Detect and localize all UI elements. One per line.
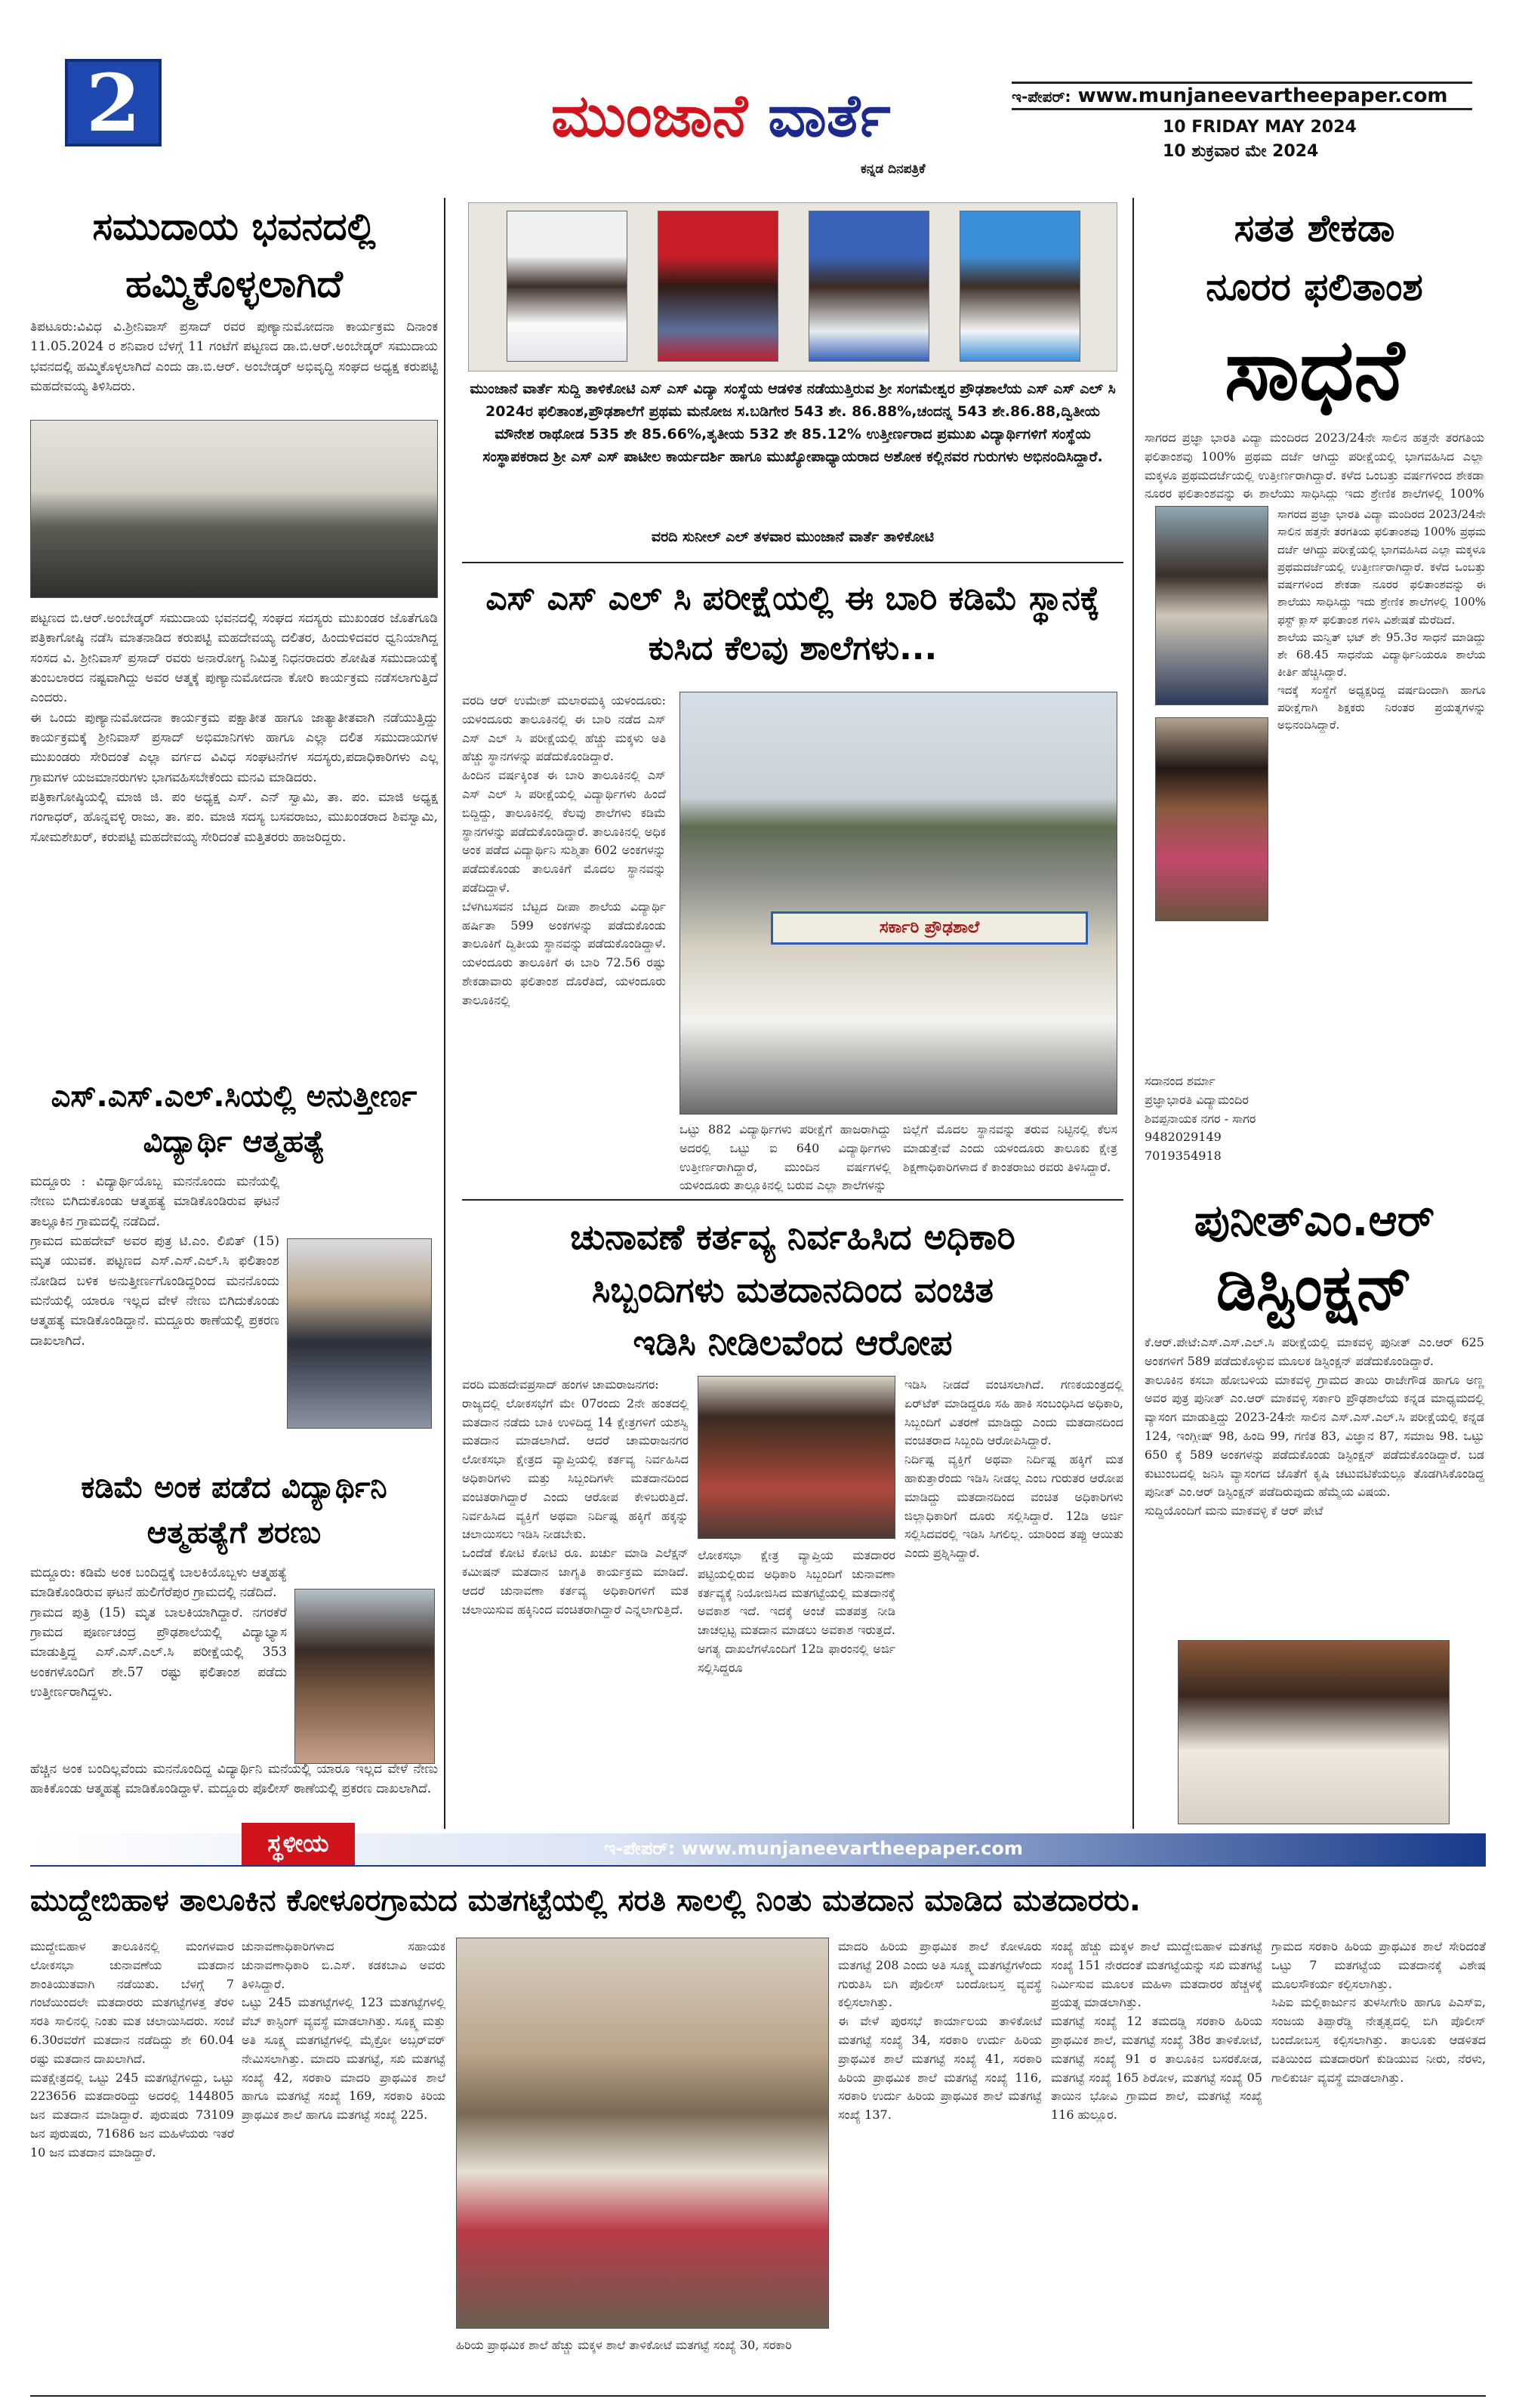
masthead	[0, 0, 1516, 196]
sslc-body-left: ವರದಿ ಆರ್ ಉಮೇಶ್ ಮಲಾರಮಕ್ಕಿ ಯಳಂದೂರು: ಯಳಂದೂರು ತಾಲೂಕಿನಲ್ಲಿ ಈ ಬಾರಿ ನಡೆದ ಎಸ್ ಎಸ್ ಎಲ್ ಸಿ ಪರೀಕ್ಷೆಯಲ್ಲಿ ಹೆಚ್ಚು ಮಕ್ಕಳು ಅತಿ ಹೆಚ್ಚು ಸ್ಥಾನಗಳನ್ನು ಪಡೆದುಕೊಂಡಿದ್ದಾರೆ. ಹಿಂದಿನ ವರ್ಷಕ್ಕಿಂತ ಈ ಬಾರಿ ತಾಲೂಕಿನಲ್ಲಿ ಎಸ್ ಎಸ್ ಎಲ್ ಸಿ ಪರೀಕ್ಷೆಯಲ್ಲಿ ವಿದ್ಯಾರ್ಥಿಗಳು ಹಿಂದೆ ಬಿದ್ದಿದ್ದು, ತಾಲೂಕಿನಲ್ಲಿ ಕೆಲವು ಶಾಲೆಗಳು ಕಡಿಮೆ ಸ್ಥಾನಗಳನ್ನು ಪಡೆದುಕೊಂಡಿದ್ದಾರೆ. ತಾಲೂಕಿನಲ್ಲಿ ಅಧಿಕ ಅಂಕ ಪಡೆದ ವಿದ್ಯಾರ್ಥಿನಿ ಸುಶ್ಮಿತಾ 602 ಅಂಕಗಳನ್ನು ಪಡೆದುಕೊಂಡು ತಾಲೂಕಿಗೆ ಮೊದಲ ಸ್ಥಾನವನ್ನು ಪಡೆದಿದ್ದಾಳೆ. ಬೆಳಗಿಬಸವನ ಬೆಟ್ಟದ ದೀಪಾ ಶಾಲೆಯ ವಿದ್ಯಾರ್ಥಿ ಹರ್ಷಿತಾ 599 ಅಂಕಗಳನ್ನು ಪಡೆದುಕೊಂಡು ತಾಲೂಕಿಗೆ ದ್ವಿತೀಯ ಸ್ಥಾನವನ್ನು ಪಡೆದುಕೊಂಡಿದ್ದಾಳೆ. ಯಳಂದೂರು ತಾಲೂಕಿಗೆ ಈ ಬಾರಿ 72.56 ರಷ್ಟು ಶೇಕಡಾವಾರು ಫಲಿತಾಂಶ ದೊರೆತಿದೆ, ಯಳಂದೂರು ತಾಲೂಕಿನಲ್ಲಿ	[462, 693, 666, 1007]
page-number: 2	[85, 57, 141, 150]
right-story1-body-top: ಸಾಗರದ ಪ್ರಜ್ಞಾ ಭಾರತಿ ವಿದ್ಯಾ ಮಂದಿರದ 2023/24ನೇ ಸಾಲಿನ ಹತ್ತನೇ ತರಗತಿಯ ಫಲಿತಾಂಶವು 100% ಪ್ರಥಮ ದರ್ಜೆ ಆಗಿದ್ದು ಪರೀಕ್ಷೆಯಲ್ಲಿ ಭಾಗವಹಿಸಿದ ಎಲ್ಲಾ ಮಕ್ಕಳೂ ಪ್ರಥಮದರ್ಜೆಯಲ್ಲಿ ಉತ್ತೀರ್ಣರಾಗಿದ್ದಾರೆ. ಕಳೆದ ಒಂಬತ್ತು ವರ್ಷಗಳಿಂದ ಶೇಕಡಾ ನೂರರ ಫಲಿತಾಂಶವನ್ನು ಈ ಶಾಲೆಯು ಸಾಧಿಸಿದ್ದು ಇದು ಶ್ರೇಣಿಕ ಶಾಲೆಗಳಲ್ಲಿ 100%	[1145, 430, 1484, 501]
bottom-voters-photo	[456, 1938, 829, 2329]
bottom-photo-caption: ಹಿರಿಯ ಪ್ರಾಥಮಿಕ ಶಾಲೆ ಹೆಚ್ಚು ಮಕ್ಕಳ ಶಾಲೆ ತಾಳಿಕೋಟೆ ಮತಗಟ್ಟೆ ಸಂಖ್ಯೆ 30, ಸರಕಾರಿ	[456, 2338, 792, 2352]
left-story2-photo	[287, 1238, 432, 1429]
date-english: 10 FRIDAY MAY 2024	[1163, 118, 1357, 137]
bottom-col-3: ಮಾದರಿ ಹಿರಿಯ ಪ್ರಾಥಮಿಕ ಶಾಲೆ ಕೋಳೂರು ಮತಗಟ್ಟೆ 208 ಎಂದು ಅತಿ ಸೂಕ್ಷ್ಮ ಮತಗಟ್ಟೆಗಳೆಂದು ಗುರುತಿಸಿ ಬಿಗಿ ಪೊಲೀಸ್ ಬಂದೋಬಸ್ತ ವ್ಯವಸ್ಥೆ ಕಲ್ಪಿಸಲಾಗಿತ್ತು. ಈ ವೇಳೆ ಪುರಸಭೆ ಕಾರ್ಯಾಲಯ ತಾಳಿಕೋಟೆ ಮತಗಟ್ಟೆ ಸಂಖ್ಯೆ 34, ಸರಕಾರಿ ಉರ್ದು ಹಿರಿಯ ಪ್ರಾಥಮಿಕ ಶಾಲೆ ಮತಗಟ್ಟೆ ಸಂಖ್ಯೆ 41, ಸರಕಾರಿ ಹಿರಿಯ ಪ್ರಾಥಮಿಕ ಶಾಲೆ ಮತಗಟ್ಟೆ ಸಂಖ್ಯೆ 116, ಸರಕಾರಿ ಉರ್ದು ಹಿರಿಯ ಪ್ರಾಥಮಿಕ ಶಾಲೆ ಮತಗಟ್ಟೆ ಸಂಖ್ಯೆ 137.	[838, 1939, 1042, 2123]
student-photo-2	[658, 211, 778, 362]
school-name-board-text: ಸರ್ಕಾರಿ ಪ್ರೌಢಶಾಲೆ	[879, 918, 980, 937]
right-story2-headline-2: ಡಿಸ್ಟಿಂಕ್ಷನ್	[1216, 1250, 1413, 1324]
sslc-body-bottom-2: ಜಿಲ್ಲೆಗೆ ಮೊದಲ ಸ್ಥಾನವನ್ನು ತರುವ ನಿಟ್ಟಿನಲ್ಲಿ ಕೆಲಸ ಮಾಡುತ್ತೇವೆ ಎಂದು ಯಳಂದೂರು ತಾಲೂಕು ಕ್ಷೇತ್ರ ಶಿಕ್ಷಣಾಧಿಕಾರಿಗಳಾದ ಕೆ ಕಾಂತರಾಜು ರವರು ತಿಳಿಸಿದ್ದಾರೆ.	[903, 1122, 1117, 1174]
date-kannada: 10 ಶುಕ್ರವಾರ ಮೇ 2024	[1163, 142, 1319, 161]
election-headline-1: ಚುನಾವಣೆ ಕರ್ತವ್ಯ ನಿರ್ವಹಿಸಿದ ಅಧಿಕಾರಿ	[570, 1216, 1015, 1257]
section-bar	[30, 1829, 1486, 1867]
bottom-col-1: ಮುದ್ದೇಬಿಹಾಳ ತಾಲೂಕಿನಲ್ಲಿ ಮಂಗಳವಾರ ಲೋಕಸಭಾ ಚುನಾವಣೆಯ ಮತದಾನ ಶಾಂತಿಯುತವಾಗಿ ನಡೆಯಿತು. ಬೆಳಗ್ಗೆ 7 ಗಂಟೆಯಿಂದಲೇ ಮತದಾರರು ಮತಗಟ್ಟೆಗಳತ್ತ ತೆರಳಿ ಸರತಿ ಸಾಲಿನಲ್ಲಿ ನಿಂತು ಮತ ಚಲಾಯಿಸಿದರು. ಸಂಜೆ 6.30ರವರೆಗೆ ಮತದಾನ ನಡೆದಿದ್ದು ಶೇ 60.04 ರಷ್ಟು ಮತದಾನ ದಾಖಲಾಗಿದೆ. ಮತಕ್ಷೇತ್ರದಲ್ಲಿ ಒಟ್ಟು 245 ಮತಗಟ್ಟೆಗಳಿದ್ದು, ಒಟ್ಟು 223656 ಮತದಾರರಿದ್ದು ಅದರಲ್ಲಿ 144805 ಜನ ಮತದಾನ ಮಾಡಿದ್ದಾರೆ. ಪುರುಷರು 73109 ಜನ ಪುರುಷರು, 71686 ಜನ ಮಹಿಳೆಯರು ಇತರೆ 10 ಜನ ಮತದಾನ ಮಾಡಿದ್ದಾರೆ.	[30, 1939, 234, 2160]
right-story1-headline-2: ನೂರರ ಫಲಿತಾಂಶ	[1206, 265, 1423, 309]
left-story2-body: ಮದ್ದೂರು : ವಿದ್ಯಾರ್ಥಿಯೊಬ್ಬ ಮನನೊಂದು ಮನೆಯಲ್ಲಿ ನೇಣು ಬಿಗಿದುಕೊಂಡು ಆತ್ಮಹತ್ಯೆ ಮಾಡಿಕೊಂಡಿರುವ ಘಟನೆ ತಾಲ್ಲೂಕಿನ ಗ್ರಾಮದಲ್ಲಿ ನಡೆದಿದೆ. ಗ್ರಾಮದ ಮಹದೇವ್ ಅವರ ಪುತ್ರ ಟಿ.ಎಂ. ಲಿಖಿತ್ (15) ಮೃತ ಯುವಕ. ಪಟ್ಟಣದ ಎಸ್.ಎಸ್.ಎಲ್.ಸಿ ಫಲಿತಾಂಶ ನೋಡಿದ ಬಳಿಕ ಅನುತ್ತೀರ್ಣಗೊಂಡಿದ್ದರಿಂದ ಮನನೊಂದು ಮನೆಯಲ್ಲಿ ಯಾರೂ ಇಲ್ಲದ ವೇಳೆ ನೇಣು ಬಿಗಿದುಕೊಂಡು ಆತ್ಮಹತ್ಯೆ ಮಾಡಿಕೊಂಡಿದ್ದಾನೆ. ಮದ್ದೂರು ಠಾಣೆಯಲ್ಲಿ ಪ್ರಕರಣ ದಾಖಲಾಗಿದೆ.	[30, 1174, 279, 1349]
center-top-photo-strip	[468, 202, 1117, 372]
left-story2-headline: ಎಸ್.ಎಸ್.ಎಲ್.ಸಿಯಲ್ಲಿ ಅನುತ್ತೀರ್ಣ ವಿದ್ಯಾರ್ಥಿ ಆತ್ಮಹತ್ಯೆ	[51, 1079, 418, 1159]
page-bottom-rule	[30, 2395, 1486, 2397]
right-student-photo	[1155, 506, 1268, 705]
election-body-left: ವರದಿ ಮಹದೇವಪ್ರಸಾದ್ ಹಂಗಳ ಚಾಮರಾಜನಗರ: ರಾಜ್ಯದಲ್ಲಿ ಲೋಕಸಭೆಗೆ ಮೇ 07ರಂದು 2ನೇ ಹಂತದಲ್ಲಿ ಮತದಾನ ನಡೆದು ಬಾಕಿ ಉಳಿದಿದ್ದ 14 ಕ್ಷೇತ್ರಗಳಿಗೆ ಯಶಸ್ವಿ ಮತದಾನ ಮಾಡಲಾಗಿದೆ. ಆದರೆ ಚಾಮರಾಜನಗರ ಲೋಕಸಭಾ ಕ್ಷೇತ್ರದ ವ್ಯಾಪ್ತಿಯಲ್ಲಿ ಕರ್ತವ್ಯ ನಿರ್ವಹಿಸಿದ ಅಧಿಕಾರಿಗಳು ಮತ್ತು ಸಿಬ್ಬಂದಿಗಳೇ ಮತದಾನದಿಂದ ವಂಚಿತರಾಗಿದ್ದಾರೆ ಎಂದು ಆರೋಪ ಕೇಳಿಬರುತ್ತಿದೆ. ನಿರ್ವಹಿಸಿದ ವ್ಯಕ್ತಿಗೆ ಅಥವಾ ನಿರ್ದಿಷ್ಟ ಹಕ್ಕಿಗೆ ಹಕ್ಕನ್ನು ಚಲಾಯಿಸಲು ಇಡಿಸಿ ನೀಡಬೇಕು. ಒಂದೆಡೆ ಕೋಟಿ ಕೋಟಿ ರೂ. ಖರ್ಚು ಮಾಡಿ ಎಲೆಕ್ಷನ್ ಕಮೀಷನ್ ಮತದಾನ ಜಾಗೃತಿ ಕಾರ್ಯಕ್ರಮ ಮಾಡಿದೆ. ಆದರೆ ಚುನಾವಣಾ ಕರ್ತವ್ಯ ಅಧಿಕಾರಿಗಳಿಗೆ ಮತ ಚಲಾಯಿಸುವ ಹಕ್ಕಿನಿಂದ ವಂಚಿತರಾಗಿದ್ದಾರೆ ಎನ್ನಲಾಗುತ್ತಿದೆ.	[462, 1377, 689, 1617]
epaper-label: ಇ-ಪೇಪರ್:	[1012, 88, 1071, 106]
left-story1-photo	[30, 420, 438, 598]
epaper-url[interactable]: www.munjaneevartheepaper.com	[1077, 85, 1448, 107]
section-label-text: ಸ್ಥಳೀಯ	[267, 1829, 329, 1858]
left-story1-body: ಪಟ್ಟಣದ ಬಿ.ಆರ್.ಅಂಬೇಡ್ಕರ್ ಸಮುದಾಯ ಭವನದಲ್ಲಿ ಸಂಘದ ಸದಸ್ಯರು ಮುಖಂಡರ ಜೊತೆಗೂಡಿ ಪತ್ರಿಕಾಗೋಷ್ಠಿ ನಡೆಸಿ ಮಾತನಾಡಿದ ಕರುಪಟ್ಟಿ ಮಹದೇವಯ್ಯ ದಲಿತರ, ಹಿಂದುಳಿದವರ ಧ್ವನಿಯಾಗಿದ್ದ ಸಂಸದ ವಿ. ಶ್ರೀನಿವಾಸ್ ಪ್ರಸಾದ್ ರವರು ಅನಾರೋಗ್ಯ ನಿಮಿತ್ತ ನಿಧನರಾದರು ಶೋಷಿತ ಸಮುದಾಯಕ್ಕೆ ತುಂಬಲಾರದ ನಷ್ಟವಾಗಿದ್ದು ಅವರ ಆತ್ಮಕ್ಕೆ ಪುಣ್ಯಾನುಮೋದನಾ ಕೋರಿ ಕಾರ್ಯಕ್ರಮ ನಡೆಸಲಾಗುತ್ತಿದೆ ಎಂದರು. ಈ ಒಂದು ಪುಣ್ಯಾನುಮೋದನಾ ಕಾರ್ಯಕ್ರಮ ಪಕ್ಷಾತೀತ ಹಾಗೂ ಜಾತ್ಯಾತೀತವಾಗಿ ನಡೆಯುತ್ತಿದ್ದು ಕಾರ್ಯಕ್ರಮಕ್ಕೆ ಶ್ರೀನಿವಾಸ್ ಪ್ರಸಾದ್ ಅಭಿಮಾನಿಗಳು ಹಾಗೂ ಎಲ್ಲಾ ದಲಿತ ಸಮುದಾಯಗಳ ಮುಖಂಡರು ಸೇರಿದಂತೆ ಎಲ್ಲಾ ವರ್ಗದ ವಿವಿಧ ಸಂಘಟನೆಗಳ ಸದಸ್ಯರು,ಪದಾಧಿಕಾರಿಗಳು ಎಲ್ಲ ಗ್ರಾಮಗಳ ಯಜಮಾನರುಗಳು ಭಾಗವಹಿಸಬೇಕೆಂದು ಮನವಿ ಮಾಡಿದರು. ಪತ್ರಿಕಾಗೋಷ್ಠಿಯಲ್ಲಿ ಮಾಜಿ ಜಿ. ಪಂ ಅಧ್ಯಕ್ಷ ಎಸ್. ಎನ್ ಸ್ವಾಮಿ, ತಾ. ಪಂ. ಮಾಜಿ ಅಧ್ಯಕ್ಷ ಗಂಗಾಧರ್, ಹೊನ್ನವಳ್ಳಿ ರಾಜು, ತಾ. ಪಂ. ಮಾಜಿ ಸದಸ್ಯ ಬಸವರಾಜು, ಮುಖಂಡರಾದ ಶಿವಸ್ವಾಮಿ, ಸೋಮಶೇಖರ್, ಕರುಪಟ್ಟಿ ಮಹದೇವಯ್ಯ ಸೇರಿದಂತೆ ಮತ್ತಿತರರು ಹಾಜರಿದ್ದರು.	[30, 611, 438, 845]
right-story2-body: ಕೆ.ಆರ್.ಪೇಟೆ:ಎಸ್.ಎಸ್.ಎಲ್.ಸಿ ಪರೀಕ್ಷೆಯಲ್ಲಿ ಮಾಕವಳ್ಳಿ ಪುನೀತ್ ಎಂ.ಆರ್ 625 ಅಂಕಗಳಿಗೆ 589 ಪಡೆದುಕೊಳ್ಳುವ ಮೂಲಕ ಡಿಸ್ಟಿಂಕ್ಷನ್ ಪಡೆದುಕೊಂಡಿದ್ದಾರೆ. ತಾಲೂಕಿನ ಕಸಬಾ ಹೋಬಳಿಯ ಮಾಕವಳ್ಳಿ ಗ್ರಾಮದ ತಾಯಿ ರಾಜೇಗೌಡ ಹಾಗೂ ಅಣ್ಣ ಅವರ ಪುತ್ರ ಪುನೀತ್ ಎಂ.ಆರ್ ಮಾಕವಳ್ಳಿ ಸರ್ಕಾರಿ ಪ್ರೌಢಶಾಲೆಯ ಕನ್ನಡ ಮಾಧ್ಯಮದಲ್ಲಿ ವ್ಯಾಸಂಗ ಮಾಡುತ್ತಿದ್ದು 2023-24ನೇ ಸಾಲಿನ ಎಸ್.ಎಸ್.ಎಲ್.ಸಿ ಪರೀಕ್ಷೆಯಲ್ಲಿ ಕನ್ನಡ 124, ಇಂಗ್ಲೀಷ್ 98, ಹಿಂದಿ 99, ಗಣಿತ 83, ವಿಜ್ಞಾನ 87, ಸಮಾಜ 98. ಒಟ್ಟು 650 ಕ್ಕೆ 589 ಅಂಕಗಳನ್ನು ಪಡೆದುಕೊಂಡು ಡಿಸ್ಟಿಂಕ್ಷನ್ ಪಡೆದುಕೊಂಡಿದ್ದಾರೆ. ಬಡ ಕುಟುಂಬದಲ್ಲಿ ಜನಿಸಿ ವ್ಯಾಸಂಗದ ಜೊತೆಗೆ ಕೃಷಿ ಚಟುವಟಿಕೆಯಲ್ಲೂ ತೊಡಗಿಸಿಕೊಂಡಿದ್ದ ಪುನೀತ್ ಎಂ.ಆರ್ ಡಿಸ್ಟಿಂಕ್ಷನ್ ಪಡೆದಿರುವುದು ಹೆಮ್ಮೆಯ ವಿಷಯ. ಸುದ್ದಿಯೊಂದಿಗೆ ಮನು ಮಾಕವಳ್ಳಿ ಕೆ ಆರ್ ಪೇಟೆ	[1145, 1335, 1484, 1518]
right-story1-signoff: ಸದಾನಂದ ಶರ್ಮಾ ಪ್ರಜ್ಞಾಭಾರತಿ ವಿದ್ಯಾಮಂದಿರ ಶಿವಪ್ಪನಾಯಕ ನಗರ - ಸಾಗರ 9482029149 7019354918	[1145, 1074, 1256, 1164]
right-story2-photo	[1178, 1640, 1450, 1824]
election-headline-3: ಇಡಿಸಿ ನೀಡಿಲವೆಂದ ಆರೋಪ	[633, 1322, 953, 1363]
center-divider-1	[462, 562, 1123, 563]
bottom-headline: ಮುದ್ದೇಬಿಹಾಳ ತಾಲೂಕಿನ ಕೋಳೂರಗ್ರಾಮದ ಮತಗಟ್ಟೆಯಲ್ಲಿ ಸರತಿ ಸಾಲಲ್ಲಿ ನಿಂತು ಮತದಾನ ಮಾಡಿದ ಮತದಾರರು.	[30, 1883, 1142, 1918]
student-photo-4	[960, 211, 1080, 362]
masthead-title-part2: ವಾರ್ತೆ	[768, 82, 891, 150]
right-story2-headline-1: ಪುನೀತ್ಎಂ.ಆರ್	[1194, 1195, 1435, 1246]
election-headline-2: ಸಿಬ್ಬಂದಿಗಳು ಮತದಾನದಿಂದ ವಂಚಿತ	[591, 1269, 994, 1310]
masthead-tagline: ಕನ್ನಡ ದಿನಪತ್ರಿಕೆ	[861, 162, 926, 177]
sslc-body-bottom-1: ಒಟ್ಟು 882 ವಿದ್ಯಾರ್ಥಿಗಳು ಪರೀಕ್ಷೆಗೆ ಹಾಜರಾಗಿದ್ದು ಅದರಲ್ಲಿ ಒಟ್ಟು ಐ 640 ವಿದ್ಯಾರ್ಥಿಗಳು ಉತ್ತೀರ್ಣರಾಗಿದ್ದಾರೆ, ಮುಂದಿನ ವರ್ಷಗಳಲ್ಲಿ ಯಳಂದೂರು ತಾಲ್ಲೂಕಿನಲ್ಲಿ ಬರುವ ಎಲ್ಲಾ ಶಾಲೆಗಳನ್ನು	[679, 1122, 891, 1193]
election-body-mid: ಲೋಕಸಭಾ ಕ್ಷೇತ್ರ ವ್ಯಾಪ್ತಿಯ ಮತದಾರರ ಪಟ್ಟಿಯಲ್ಲಿರುವ ಅಧಿಕಾರಿ ಸಿಬ್ಬಂದಿಗೆ ಚುನಾವಣಾ ಕರ್ತವ್ಯಕ್ಕೆ ನಿಯೋಜಿಸಿದ ಮತಗಟ್ಟೆಯಲ್ಲಿ ಮತದಾನಕ್ಕೆ ಅವಕಾಶ ಇದೆ. ಇದಕ್ಕೆ ಅಂಚೆ ಮತಪತ್ರ ನೀಡಿ ಚಾಚಲ್ಪಟ್ಟ ಮತದಾನ ಮಾಡಲು ಅವಕಾಶ ಇರುತ್ತದೆ. ಅಗತ್ಯ ದಾಖಲೆಗಳೊಂದಿಗೆ 12ಡಿ ಫಾರಂನಲ್ಲಿ ಅರ್ಜಿ ಸಲ್ಲಿಸಿದ್ದರೂ	[698, 1548, 895, 1675]
masthead-title	[551, 79, 1034, 162]
left-story3-photo	[294, 1589, 435, 1764]
sslc-school-photo	[679, 692, 1117, 1115]
page-number-badge	[65, 57, 162, 150]
center-top-caption: ಮುಂಜಾನೆ ವಾರ್ತೆ ಸುದ್ದಿ ತಾಳಿಕೋಟಿ ಎಸ್ ಎಸ್ ವಿದ್ಯಾ ಸಂಸ್ಥೆಯ ಆಡಳಿತ ನಡೆಯುತ್ತಿರುವ ಶ್ರೀ ಸಂಗಮೇಶ್ವರ ಪ್ರೌಢಶಾಲೆಯ ಎಸ್ ಎಸ್ ಎಲ್ ಸಿ 2024ರ ಫಲಿತಾಂಶ,ಪ್ರೌಢಶಾಲೆಗೆ ಪ್ರಥಮ ಮನೋಜ ಸ.ಬಡಿಗೇರ 543 ಶೇ. 86.88%,ಚಂದನ್ನ 543 ಶೇ.86.88,ದ್ವಿತೀಯ ಮೌನೇಶ ರಾಥೋಡ 535 ಶೇ 85.66%,ತೃತೀಯ 532 ಶೇ 85.12% ಉತ್ತೀರ್ಣರಾದ ಪ್ರಮುಖ ವಿದ್ಯಾರ್ಥಿಗಳಿಗೆ ಸಂಸ್ಥೆಯ ಸಂಸ್ಥಾಪಕರಾದ ಶ್ರೀ ಎಸ್ ಎಸ್ ಪಾಟೀಲ ಕಾರ್ಯದರ್ಶಿ ಹಾಗೂ ಮುಖ್ಯೋಪಾಧ್ಯಾಯರಾದ ಅಶೋಕ ಕಲ್ಲಿನವರ ಗುರುಗಳು ಅಭಿನಂದಿಸಿದ್ದಾರೆ.	[470, 381, 1116, 465]
left-story3-body2: ಹೆಚ್ಚಿನ ಅಂಕ ಬಂದಿಲ್ಲವೆಂದು ಮನನೊಂದಿದ್ದ ವಿದ್ಯಾರ್ಥಿನಿ ಮನೆಯಲ್ಲಿ ಯಾರೂ ಇಲ್ಲದ ವೇಳೆ ನೇಣು ಹಾಕಿಕೊಂಡು ಆತ್ಮಹತ್ಯೆ ಮಾಡಿಕೊಂಡಿದ್ದಾಳೆ. ಮದ್ದೂರು ಪೊಲೀಸ್ ಠಾಣೆಯಲ್ಲಿ ಪ್ರಕರಣ ದಾಖಲಾಗಿದೆ.	[30, 1762, 438, 1797]
center-top-byline: ವರದಿ ಸುನೀಲ್ ಎಲ್ ತಳವಾರ ಮುಂಜಾನೆ ವಾರ್ತೆ ತಾಳಿಕೋಟಿ	[651, 529, 935, 545]
left-story1-headline: ಸಮುದಾಯ ಭವನದಲ್ಲಿ ಹಮ್ಮಿಕೊಳ್ಳಲಾಗಿದೆ	[92, 205, 376, 306]
column-rule-right	[1132, 198, 1134, 1829]
election-body-right: ಇಡಿಸಿ ನೀಡದೆ ವಂಚಿಸಲಾಗಿದೆ. ಗಣಕಯಂತ್ರದಲ್ಲಿ ಏರ್‌ಟೆಕ್ ಮಾಡಿದ್ದರೂ ಸಹಿ ಹಾಕಿ ಸಂಬಂಧಿಸಿದ ಅಧಿಕಾರಿ, ಸಿಬ್ಬಂದಿಗೆ ವಿತರಣೆ ಮಾಡಿದ್ದು ಎಂದು ಮತದಾನದಿಂದ ವಂಚಿತರಾದ ಸಿಬ್ಬಂದಿ ಆರೋಪಿಸಿದ್ದಾರೆ. ನಿರ್ದಿಷ್ಟ ವ್ಯಕ್ತಿಗೆ ಅಥವಾ ನಿರ್ದಿಷ್ಟ ಹಕ್ಕಿಗೆ ಮತ ಹಾಕುತ್ತಾರೆಂದು ಇಡಿಸಿ ನೀಡಲ್ಲ ಎಂಬ ಗುರುತರ ಆರೋಪ ಮಾಡಿದ್ದು ಮತದಾನದಿಂದ ವಂಚಿತ ಅಧಿಕಾರಿಗಳು ಜಿಲ್ಲಾಧಿಕಾರಿಗೆ ದೂರು ಸಲ್ಲಿಸಿದ್ದಾರೆ. 12ಡಿ ಅರ್ಜಿ ಸಲ್ಲಿಸಿದವರಲ್ಲಿ ಇಡಿಸಿ ಸಿಗಲಿಲ್ಲ. ಯಾರಿಂದ ತಪ್ಪು ಆಯಿತು ಎಂದು ಪ್ರಶ್ನಿಸಿದ್ದಾರೆ.	[904, 1377, 1123, 1561]
school-name-board	[771, 911, 1088, 945]
bottom-col-2: ಚುನಾವಣಾಧಿಕಾರಿಗಳಾದ ಸಹಾಯಕ ಚುನಾವಣಾಧಿಕಾರಿ ಬಿ.ಎಸ್. ಕಡಕಬಾವಿ ಅವರು ತಿಳಿಸಿದ್ದಾರೆ. ಒಟ್ಟು 245 ಮತಗಟ್ಟೆಗಳಲ್ಲಿ 123 ಮತಗಟ್ಟೆಗಳಲ್ಲಿ ವೆಬ್ ಕಾಸ್ಟಿಂಗ್ ವ್ಯವಸ್ಥೆ ಮಾಡಲಾಗಿತ್ತು. ಸೂಕ್ಷ್ಮ ಮತ್ತು ಅತಿ ಸೂಕ್ಷ್ಮ ಮತಗಟ್ಟೆಗಳಲ್ಲಿ ಮೈಕ್ರೋ ಅಬ್ಸರ್‌ವರ್‌ ನೇಮಿಸಲಾಗಿತ್ತು. ಮಾದರಿ ಮತಗಟ್ಟೆ, ಸಖಿ ಮತಗಟ್ಟೆ ಸಂಖ್ಯೆ 42, ಸರಕಾರಿ ಮಾದರಿ ಪ್ರಾಥಮಿಕ ಶಾಲೆ ಹಾಗೂ ಮತಗಟ್ಟೆ ಸಂಖ್ಯೆ 169, ಸರಕಾರಿ ಕಿರಿಯ ಪ್ರಾಥಮಿಕ ಶಾಲೆ ಹಾಗೂ ಮತಗಟ್ಟೆ ಸಂಖ್ಯೆ 225.	[242, 1939, 445, 2123]
bottom-col-5: ಗ್ರಾಮದ ಸರಕಾರಿ ಹಿರಿಯ ಪ್ರಾಥಮಿಕ ಶಾಲೆ ಸೇರಿದಂತೆ ಒಟ್ಟು 7 ಮತಗಟ್ಟೆಯ ಮತದಾನಕ್ಕೆ ವಿಶೇಷ ಮೂಲಸೌಕರ್ಯ ಕಲ್ಪಿಸಲಾಗಿತ್ತು. ಸಿಪಿಐ ಮಲ್ಲಿಕಾರ್ಜುನ ತುಳಸೀಗೇರಿ ಹಾಗೂ ಪಿಎಸ್‌ಐ, ಸಂಜಯ ತಿಪ್ಪಾರೆಡ್ಡಿ ನೇತೃತ್ವದಲ್ಲಿ ಬಿಗಿ ಪೊಲೀಸ್ ಬಂದೋಬಸ್ತ ಕಲ್ಪಿಸಲಾಗಿತ್ತು. ತಾಲೂಕು ಆಡಳಿತದ ವತಿಯಿಂದ ಮತದಾರರಿಗೆ ಕುಡಿಯುವ ನೀರು, ನೆರಳು, ಗಾಲಿಕುರ್ಚಿ ವ್ಯವಸ್ಥೆ ಮಾಡಲಾಗಿತ್ತು.	[1271, 1939, 1486, 2085]
right-story1-body-side: ಸಾಗರದ ಪ್ರಜ್ಞಾ ಭಾರತಿ ವಿದ್ಯಾ ಮಂದಿರದ 2023/24ನೇ ಸಾಲಿನ ಹತ್ತನೇ ತರಗತಿಯ ಫಲಿತಾಂಶವು 100% ಪ್ರಥಮ ದರ್ಜೆ ಆಗಿದ್ದು ಪರೀಕ್ಷೆಯಲ್ಲಿ ಭಾಗವಹಿಸಿದ ಎಲ್ಲಾ ಮಕ್ಕಳೂ ಪ್ರಥಮದರ್ಜೆಯಲ್ಲಿ ಉತ್ತೀರ್ಣರಾಗಿದ್ದಾರೆ. ಕಳೆದ ಒಂಬತ್ತು ವರ್ಷಗಳಿಂದ ಶೇಕಡಾ ನೂರರ ಫಲಿತಾಂಶವನ್ನು ಈ ಶಾಲೆಯು ಸಾಧಿಸಿದ್ದು ಇದು ಶ್ರೇಣಿಕ ಶಾಲೆಗಳಲ್ಲಿ 100% ಫಸ್ಟ್ ಕ್ಲಾಸ್ ಫಲಿತಾಂಶ ಗಳಿಸಿ ವಿಶೇಷತೆ ಮೆರೆದಿದೆ. ಶಾಲೆಯ ಮನ್ವಿತ್ ಭಟ್ ಶೇ 95.3ರ ಸಾಧನೆ ಮಾಡಿದ್ದು ಶೇ 68.45 ಸಾಧನೆಯ ವಿದ್ಯಾರ್ಥಿನಿಯರೂ ಶಾಲೆಯ ಕೀರ್ತಿ ಹೆಚ್ಚಿಸಿದ್ದಾರೆ. ಇದಕ್ಕೆ ಸಂಸ್ಥೆಗೆ ಅಧ್ಯಕ್ಷರಿದ್ದ ವರ್ಷದಿಂದಾಗಿ ಹಾಗೂ ಪರೀಕ್ಷೆಗಾಗಿ ಶಿಕ್ಷಕರು ನಿರಂತರ ಪ್ರಯತ್ನಗಳನ್ನು ಅಭಿನಂದಿಸಿದ್ದಾರೆ.	[1277, 507, 1486, 732]
student-photo-3	[809, 211, 929, 362]
left-story3-body1: ಮದ್ದೂರು: ಕಡಿಮೆ ಅಂಕ ಬಂದಿದ್ದಕ್ಕೆ ಬಾಲಕಿಯೊಬ್ಬಳು ಆತ್ಮಹತ್ಯೆ ಮಾಡಿಕೊಂಡಿರುವ ಘಟನೆ ಹುಲಿಗೆರೆಪುರ ಗ್ರಾಮದಲ್ಲಿ ನಡೆದಿದೆ. ಗ್ರಾಮದ ಪುತ್ರಿ (15) ಮೃತ ಬಾಲಕಿಯಾಗಿದ್ದಾರೆ. ನಗರಕೆರೆ ಗ್ರಾಮದ ಪೂರ್ಣಚಂದ್ರ ಪ್ರೌಢಶಾಲೆಯಲ್ಲಿ ವಿದ್ಯಾಭ್ಯಾಸ ಮಾಡುತ್ತಿದ್ದ ಎಸ್.ಎಸ್.ಎಲ್.ಸಿ ಪರೀಕ್ಷೆಯಲ್ಲಿ 353 ಅಂಕಗಳೊಂದಿಗೆ ಶೇ.57 ರಷ್ಟು ಫಲಿತಾಂಶ ಪಡೆದು ಉತ್ತೀರ್ಣರಾಗಿದ್ದಳು.	[30, 1565, 287, 1700]
epaper-header	[1012, 82, 1472, 110]
right-story1-headline-big: ಸಾಧನೆ	[1224, 321, 1405, 419]
center-divider-2	[462, 1199, 1123, 1201]
right-teacher-photo	[1155, 717, 1268, 921]
student-photo-1	[507, 211, 627, 362]
section-epaper	[604, 1838, 1132, 1859]
section-epaper-url[interactable]: www.munjaneevartheepaper.com	[681, 1838, 1023, 1859]
column-rule-left	[444, 198, 445, 1829]
bottom-col-4: ಸಂಖ್ಯೆ ಹೆಚ್ಚು ಮಕ್ಕಳ ಶಾಲೆ ಮುದ್ದೇಬಿಹಾಳ ಮತಗಟ್ಟೆ ಸಂಖ್ಯೆ 151 ನೇರದಂತೆ ಮತಗಟ್ಟೆಯನ್ನು ಸಖಿ ಮತಗಟ್ಟೆ ನಿರ್ಮಿಸುವ ಮೂಲಕ ಮಹಿಳಾ ಮತದಾರರ ಹೆಚ್ಚಳಕ್ಕೆ ಪ್ರಯತ್ನ ಮಾಡಲಾಗಿತ್ತು. ಮತಗಟ್ಟೆ ಸಂಖ್ಯೆ 12 ತಮದಡ್ಡಿ ಸರಕಾರಿ ಹಿರಿಯ ಪ್ರಾಥಮಿಕ ಶಾಲೆ, ಮತಗಟ್ಟೆ ಸಂಖ್ಯೆ 38ರ ತಾಳಿಕೋಟೆ, ಮತಗಟ್ಟೆ ಸಂಖ್ಯೆ 91 ರ ತಾಲೂಕಿನ ಬಸರಕೋಡ, ಮತಗಟ್ಟೆ ಸಂಖ್ಯೆ 165 ಶಿರೋಳ, ಮತಗಟ್ಟೆ ಸಂಖ್ಯೆ 05 ತಾಯಿನ ಭೋವಿ ಗ್ರಾಮದ ಶಾಲೆ, ಮತಗಟ್ಟೆ ಸಂಖ್ಯೆ 116 ಹುಲ್ಲೂರ.	[1051, 1939, 1262, 2123]
section-label	[242, 1823, 355, 1865]
masthead-title-part1: ಮುಂಜಾನೆ	[551, 82, 747, 150]
left-story3-headline: ಕಡಿಮೆ ಅಂಕ ಪಡೆದ ವಿದ್ಯಾರ್ಥಿನಿ ಆತ್ಮಹತ್ಯೆಗೆ ಶರಣು	[81, 1470, 387, 1550]
section-epaper-label: ಇ-ಪೇಪರ್:	[604, 1838, 676, 1859]
election-official-photo	[698, 1376, 895, 1539]
sslc-headline: ಎಸ್ ಎಸ್ ಎಲ್ ಸಿ ಪರೀಕ್ಷೆಯಲ್ಲಿ ಈ ಬಾರಿ ಕಡಿಮೆ ಸ್ಥಾನಕ್ಕೆ ಕುಸಿದ ಕೆಲವು ಶಾಲೆಗಳು...	[485, 579, 1100, 668]
left-story1-intro: ತಿಪಟೂರು:ವಿವಿಧ ವಿ.ಶ್ರೀನಿವಾಸ್ ಪ್ರಸಾದ್ ರವರ ಪುಣ್ಯಾನುಮೋದನಾ ಕಾರ್ಯಕ್ರಮ ದಿನಾಂಕ 11.05.2024 ರ ಶನಿವಾರ ಬೆಳಗ್ಗೆ 11 ಗಂಟೆಗೆ ಪಟ್ಟಣದ ಡಾ.ಬಿ.ಆರ್.ಅಂಬೇಡ್ಕರ್ ಸಮುದಾಯ ಭವನದಲ್ಲಿ ಹಮ್ಮಿಕೊಳ್ಳಲಾಗಿದೆ ಎಂದು ಡಾ.ಬಿ.ಆರ್. ಅಂಬೇಡ್ಕರ್ ಅಭಿವೃದ್ಧಿ ಸಂಘದ ಅಧ್ಯಕ್ಷ ಕರುಪಟ್ಟಿ ಮಹದೇವಯ್ಯ ತಿಳಿಸಿದರು.	[30, 319, 438, 395]
right-story1-headline-1: ಸತತ ಶೇಕಡಾ	[1234, 206, 1395, 250]
